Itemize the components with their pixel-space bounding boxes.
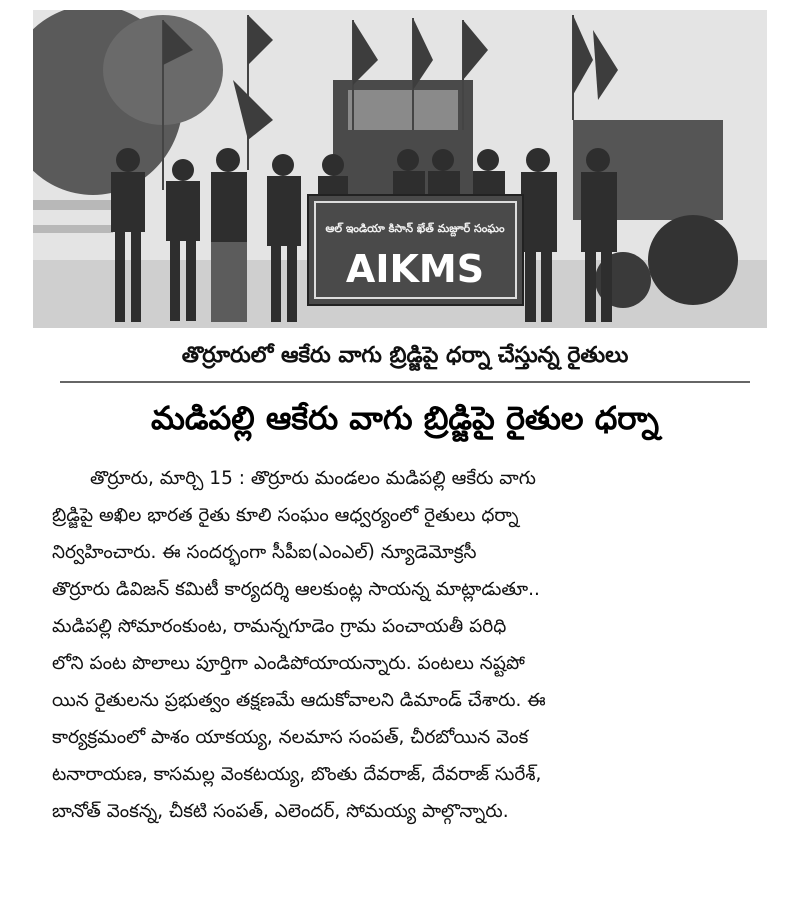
- article-line: మడిపల్లి సోమారంకుంట, రామన్నగూడెం గ్రామ పంచాయతీ పరిధి: [52, 616, 507, 637]
- caption-divider: [60, 381, 750, 383]
- protest-photo-illustration: [33, 10, 767, 328]
- photo-caption: తొర్రూరులో ఆకేరు వాగు బ్రిడ్జిపై ధర్నా చేస్తున్న రైతులు: [181, 343, 629, 368]
- article-line: టనారాయణ, కాసమల్ల వెంకటయ్య, బొంతు దేవరాజ్, దేవరాజ్ సురేశ్,: [52, 764, 542, 785]
- article-body: [52, 460, 772, 830]
- banner-main-text: AIKMS: [345, 247, 485, 291]
- news-photo: [33, 10, 767, 328]
- article-line: కార్యక్రమంలో పాశం యాకయ్య, నలమాస సంపత్, చీరబోయిన వెంక: [52, 727, 529, 748]
- banner-top-text: ఆల్ ఇండియా కిసాన్ ఖేత్ మజ్దూర్ సంఘం: [325, 222, 505, 235]
- article-line: తొర్రూరు డివిజన్ కమిటీ కార్యదర్శి ఆలకుంట్ల సాయన్న మాట్లాడుతూ..: [52, 579, 540, 600]
- article-line: బ్రిడ్జిపై అఖిల భారత రైతు కూలి సంఘం ఆధ్వర్యంలో రైతులు ధర్నా: [52, 505, 519, 526]
- article-line: బానోత్ వెంకన్న, చీకటి సంపత్, ఎలెందర్, సోమయ్య పాల్గొన్నారు.: [52, 801, 509, 822]
- article-line: లోని పంట పొలాలు పూర్తిగా ఎండిపోయాయన్నారు. పంటలు నష్టపో: [52, 653, 525, 674]
- article-line: తొర్రూరు, మార్చి 15 : తొర్రూరు మండలం మడిపల్లి ఆకేరు వాగు: [90, 468, 536, 489]
- article-line: యిన రైతులను ప్రభుత్వం తక్షణమే ఆదుకోవాలని డిమాండ్ చేశారు. ఈ: [52, 690, 546, 711]
- article-line: నిర్వహించారు. ఈ సందర్భంగా సీపీఐ(ఎంఎల్) న్యూడెమోక్రసీ: [52, 542, 477, 563]
- bridge-railing: [33, 200, 113, 210]
- article-headline: మడిపల్లి ఆకేరు వాగు బ్రిడ్జిపై రైతుల ధర్నా: [150, 399, 660, 437]
